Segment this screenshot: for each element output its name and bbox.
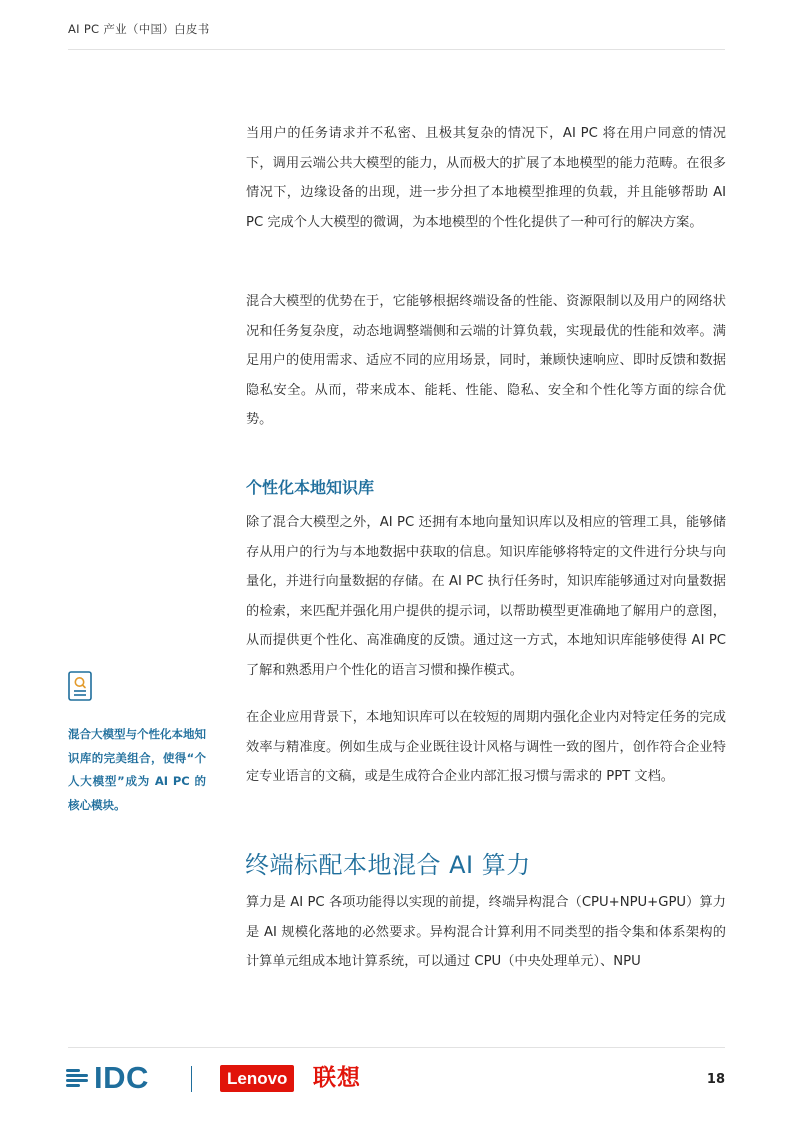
footer-logo-separator (191, 1066, 192, 1092)
page-number: 18 (706, 1072, 725, 1087)
idc-logo-text: IDC (94, 1060, 149, 1095)
section-heading-knowledge-base: 个性化本地知识库 (246, 478, 375, 497)
idc-logo (66, 1061, 149, 1095)
paragraph-hybrid-advantages: 混合大模型的优势在于，它能够根据终端设备的性能、资源限制以及用户的网络状况和任务复杂度，动态地调整端侧和云端的计算负载，实现最优的性能和效率。满足用户的使用需求、适应不同的应用场景，同时，兼顾快速响应、即时反馈和数据隐私安全。从而，带来成本、能耗、性能、隐私、安全和个性化等方面的综合优势。 (246, 294, 726, 427)
idc-lines-icon (66, 1067, 92, 1089)
lenovo-cn-logo: 联想 (313, 1065, 361, 1091)
running-header: AI PC 产业（中国）白皮书 (68, 22, 210, 36)
footer-divider (68, 1047, 725, 1048)
lenovo-logo: Lenovo (220, 1065, 294, 1092)
paragraph-hybrid-cloud: 当用户的任务请求并不私密、且极其复杂的情况下，AI PC 将在用户同意的情况下，调用云端公共大模型的能力，从而极大的扩展了本地模型的能力范畴。在很多情况下，边缘设备的出现，进一步分担了本地模型推理的负载，并且能够帮助 AI PC 完成个人大模型的微调，为本地模型的个性化提供了一种可行的解决方案。 (246, 126, 726, 230)
section-heading-compute: 终端标配本地混合 AI 算力 (245, 851, 531, 879)
document-search-icon (66, 670, 96, 704)
paragraph-compute: 算力是 AI PC 各项功能得以实现的前提，终端异构混合（CPU+NPU+GPU）算力是 AI 规模化落地的必然要求。异构混合计算利用不同类型的指令集和体系架构的计算单元组成本地计算系统，可以通过 CPU（中央处理单元）、NPU (246, 895, 726, 969)
sidebar-callout: 混合大模型与个性化本地知识库的完美组合，使得“个人大模型”成为 AI PC 的核心模块。 (68, 727, 206, 812)
paragraph-knowledge-base: 除了混合大模型之外，AI PC 还拥有本地向量知识库以及相应的管理工具，能够储存从用户的行为与本地数据中获取的信息。知识库能够将特定的文件进行分块与向量化，并进行向量数据的存储。在 AI PC 执行任务时，知识库能够通过对向量数据的检索，来匹配并强化用户提供的提示词，以帮助模型更准确地了解用户的意图，从而提供更个性化、高准确度的反馈。通过这一方式，本地知识库能够使得 AI PC 了解和熟悉用户个性化的语言习惯和操作模式。 (246, 515, 726, 678)
paragraph-enterprise: 在企业应用背景下，本地知识库可以在较短的周期内强化企业内对特定任务的完成效率与精准度。例如生成与企业既往设计风格与调性一致的图片，创作符合企业特定专业语言的文稿，或是生成符合企业内部汇报习惯与需求的 PPT 文档。 (246, 710, 726, 784)
header-divider (68, 49, 725, 50)
